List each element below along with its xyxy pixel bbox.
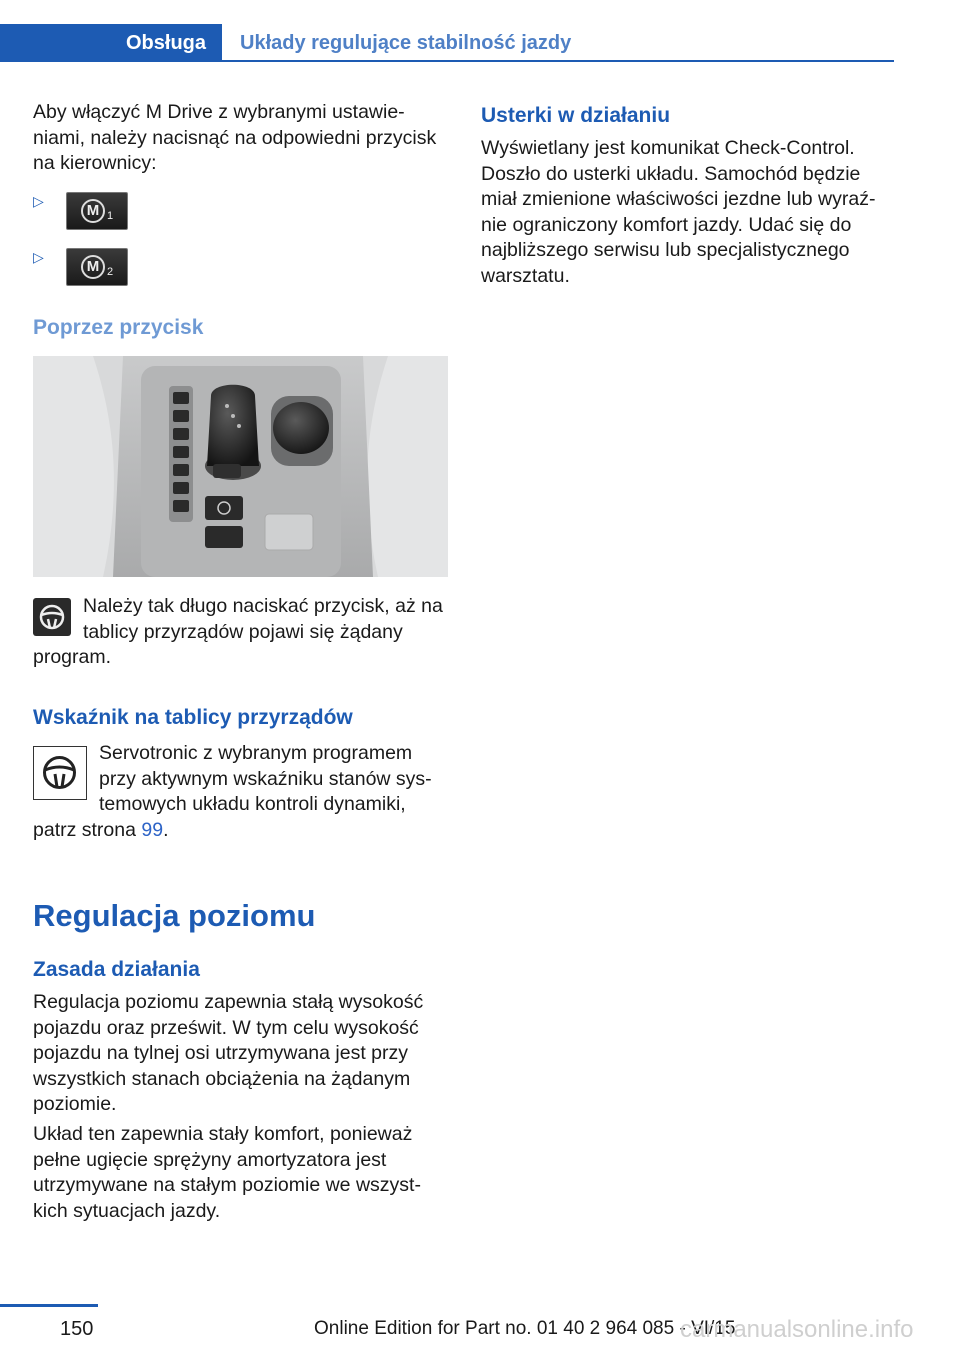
center-console-image (33, 356, 448, 577)
heading-indicator: Wskaźnik na tablicy przyrządów (33, 706, 353, 729)
steering-wheel-indicator-icon (33, 746, 87, 800)
center-console-illustration (33, 356, 448, 577)
m1-button-icon: M 1 (66, 192, 128, 230)
header-rule (222, 60, 894, 62)
right-paragraph: Wyświetlany jest komunikat Check-Control. Doszło do usterki układu. Samochód będzie miał zmienione właściwości jezdne lub wyraź- nie ograniczony komfort jazdy. Udać się do najbliższego serwisu lub specjalistycznego warsztatu. (481, 137, 876, 287)
main-heading: Regulacja poziomu (33, 898, 316, 933)
press-instruction-text-tail: program. (33, 646, 112, 668)
right-heading: Usterki w działaniu (481, 104, 671, 127)
page-link-99[interactable]: 99 (141, 819, 164, 841)
paragraph-1: Regulacja poziomu zapewnia stałą wysokość pojazdu oraz prześwit. W tym celu wysokość pojazdu na tylnej osi utrzymywana jest przy wszystkich stanach obciążenia na żądanym poziomie. (33, 991, 424, 1115)
header-title: Układy regulujące stabilność jazdy (240, 31, 572, 54)
sub-heading: Zasada działania (33, 958, 200, 981)
header-section-tab (0, 24, 222, 62)
press-instruction-text: Należy tak długo naciskać przycisk, aż na tablicy przyrządów pojawi się żądany (83, 595, 443, 643)
watermark: carmanualsonline.info (680, 1316, 914, 1343)
indicator-text-tail: patrz strona 99. (33, 819, 169, 841)
edition-info: Online Edition for Part no. 01 40 2 964 085 - VI/15 (314, 1318, 736, 1339)
page-number: 150 (60, 1318, 94, 1340)
bullet-marker: ▷ (33, 193, 44, 209)
bullet-marker: ▷ (33, 249, 44, 265)
m2-button-icon: M 2 (66, 248, 128, 286)
indicator-text: Servotronic z wybranym programem przy aktywnym wskaźniku stanów sys- temowych układu kontroli dynamiki, (99, 742, 432, 815)
header-section-label: Obsługa (125, 31, 206, 54)
heading-button: Poprzez przycisk (33, 316, 204, 339)
paragraph-2: Układ ten zapewnia stały komfort, ponieważ pełne ugięcie sprężyny amortyzatora jest utrzymywane na stałym poziomie we wszyst- kich sytuacjach jazdy. (33, 1123, 421, 1222)
steering-wheel-icon (33, 598, 71, 636)
footer-rule (0, 1304, 98, 1307)
intro-paragraph: Aby włączyć M Drive z wybranymi ustawie- niami, należy nacisnąć na odpowiedni przycisk na kierownicy: (33, 101, 437, 174)
